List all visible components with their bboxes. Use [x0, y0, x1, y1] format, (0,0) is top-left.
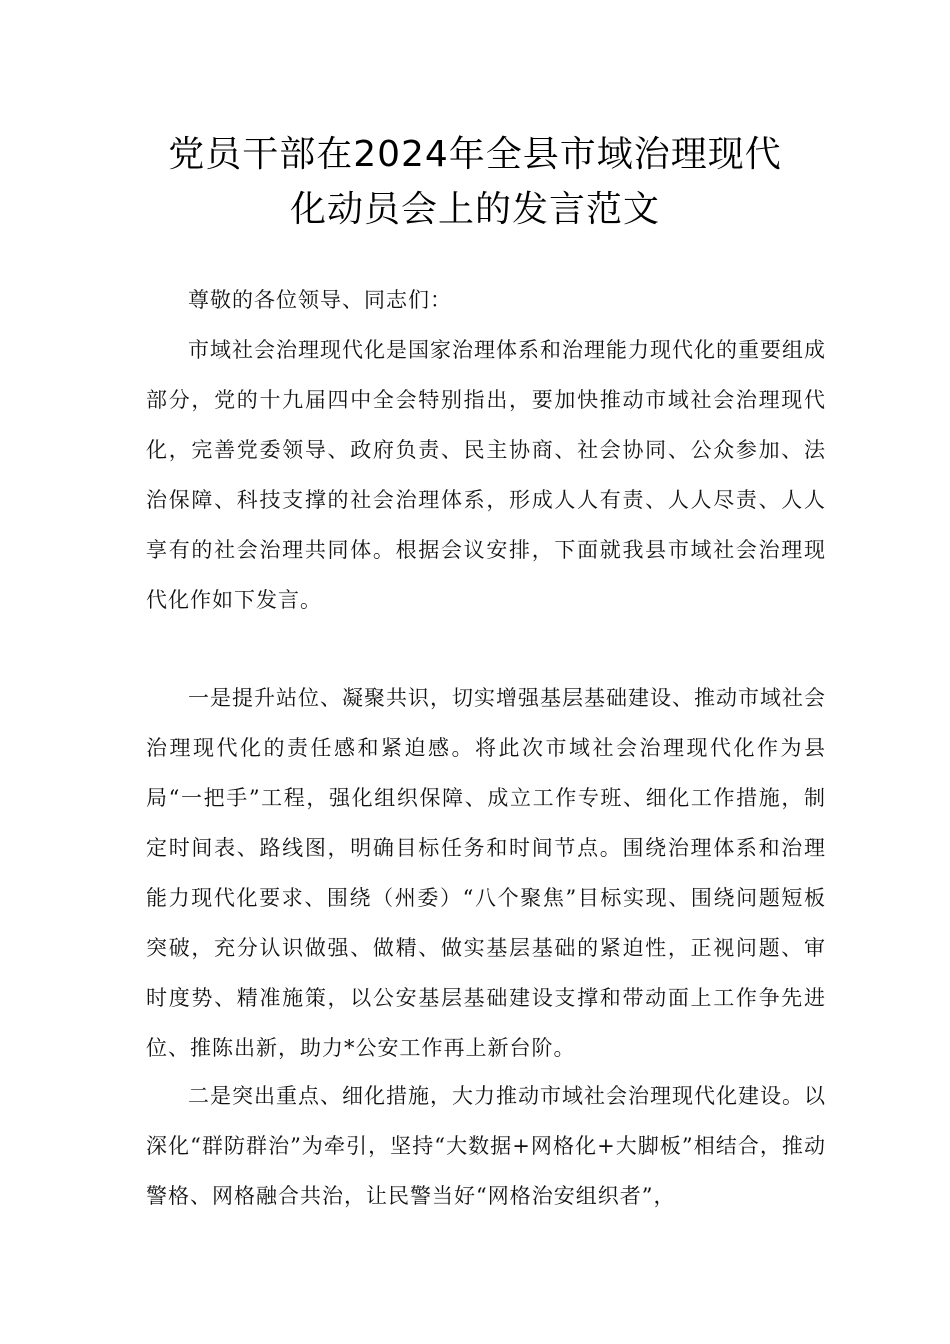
paragraph-point-1: 一是提升站位、凝聚共识，切实增强基层基础建设、推动市域社会治理现代化的责任感和紧迫感。将此次市域社会治理现代化作为县局“一把手”工程，强化组织保障、成立工作专班、细化工作措施，制定时间表、路线图，明确目标任务和时间节点。围绕治理体系和治理能力现代化要求、围绕（州委）“八个聚焦”目标实现、围绕问题短板突破，充分认识做强、做精、做实基层基础的紧迫性，正视问题、审时度势、精准施策，以公安基层基础建设支撑和带动面上工作争先进位、推陈出新，助力*公安工作再上新台阶。 [146, 686, 826, 1060]
salutation-block [146, 275, 826, 325]
title-line-2: 化动员会上的发言范文 [289, 189, 660, 230]
salutation: 尊敬的各位领导、同志们： [188, 288, 452, 312]
paragraph-block-2 [146, 673, 826, 1073]
paragraph-block-1 [146, 325, 826, 625]
paragraph-intro: 市域社会治理现代化是国家治理体系和治理能力现代化的重要组成部分，党的十九届四中全会特别指出，要加快推动市域社会治理现代化，完善党委领导、政府负责、民主协商、社会协同、公众参加、法治保障、科技支撑的社会治理体系，形成人人有责、人人尽责、人人享有的社会治理共同体。根据会议安排，下面就我县市域社会治理现代化作如下发言。 [146, 338, 826, 612]
paragraph-point-2: 二是突出重点、细化措施，大力推动市域社会治理现代化建设。以深化“群防群治”为牵引，坚持“大数据+网格化+大脚板”相结合，推动警格、网格融合共治，让民警当好“网格治安组织者”， [146, 1084, 826, 1208]
document-title [0, 127, 950, 237]
paragraph-block-3 [146, 1071, 826, 1221]
title-line-1: 党员干部在2024年全县市域治理现代 [168, 134, 782, 175]
